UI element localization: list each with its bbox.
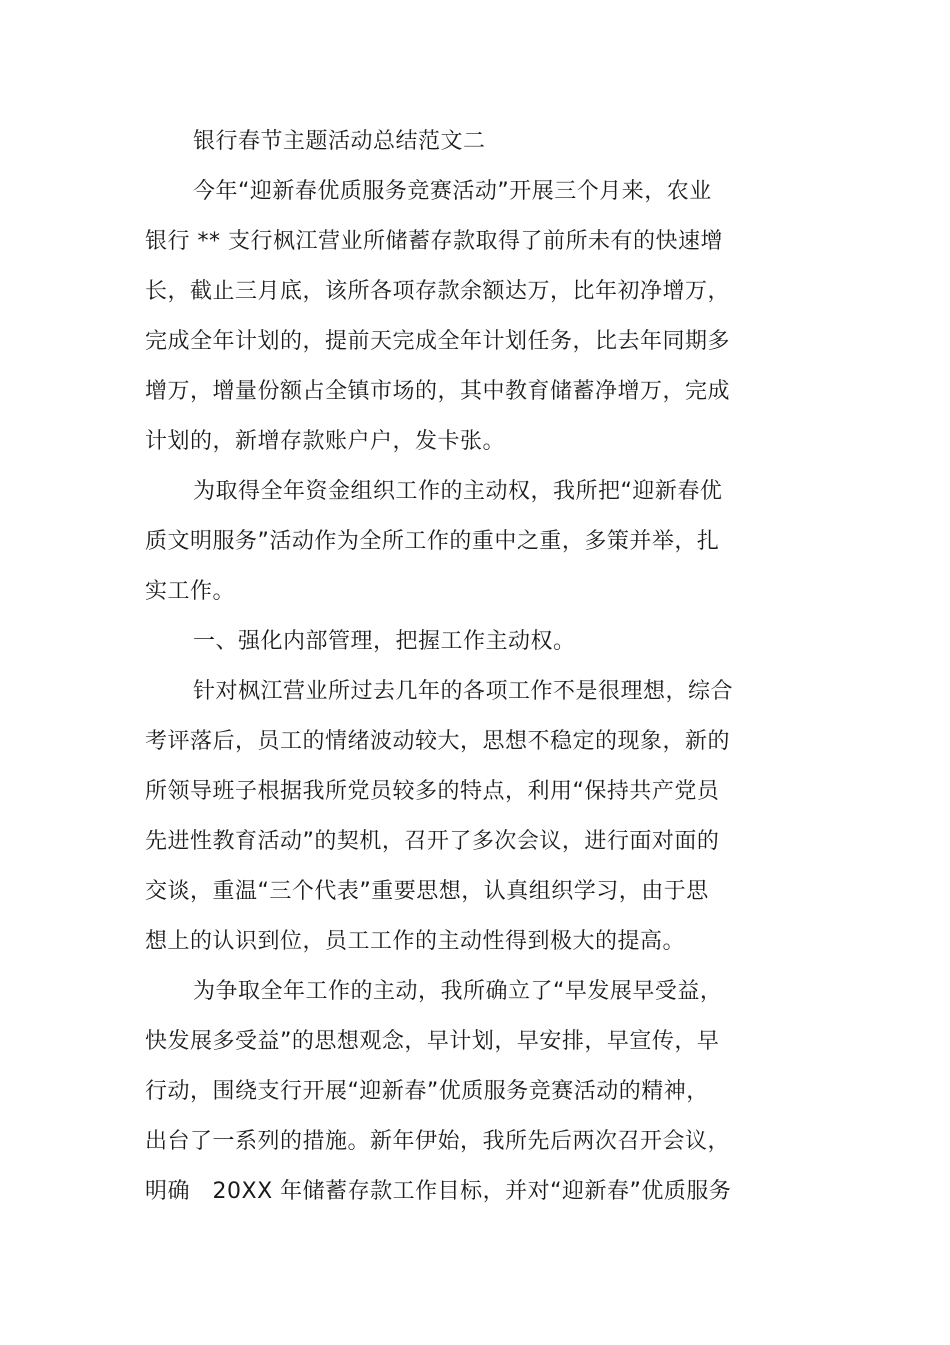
document-title: 银行春节主题活动总结范文二 [193,129,486,154]
paragraph-line: 出台了一系列的措施。新年伊始，我所先后两次召开会议， [145,1129,731,1154]
paragraph-line: 完成全年计划的，提前天完成全年计划任务，比去年同期多 [145,329,731,354]
paragraph-line: 交谈，重温“三个代表”重要思想，认真组织学习，由于思 [145,879,709,904]
paragraph-line: 所领导班子根据我所党员较多的特点，利用“保持共产党员 [145,779,720,804]
paragraph-line: 今年“迎新春优质服务竞赛活动”开展三个月来，农业 [193,179,712,204]
paragraph-line: 实工作。 [145,579,236,604]
paragraph-line: 计划的，新增存款账户户，发卡张。 [145,429,506,454]
paragraph-line: 快发展多受益”的思想观念，早计划，早安排，早宣传，早 [145,1029,720,1054]
paragraph-line: 为争取全年工作的主动，我所确立了“早发展早受益， [193,979,723,1004]
paragraph-line: 想上的认识到位，员工工作的主动性得到极大的提高。 [145,929,686,954]
paragraph-line: 为取得全年资金组织工作的主动权，我所把“迎新春优 [193,479,723,504]
section-heading: 一、强化内部管理，把握工作主动权。 [193,629,576,654]
paragraph-line: 银行 ** 支行枫江营业所储蓄存款取得了前所未有的快速增 [145,229,723,254]
paragraph-line: 行动，围绕支行开展“迎新春”优质服务竞赛活动的精神， [145,1079,709,1104]
paragraph-line: 增万，增量份额占全镇市场的，其中教育储蓄净增万，完成 [145,379,731,404]
paragraph-line: 明确 20XX 年储蓄存款工作目标，并对“迎新春”优质服务 [145,1179,732,1204]
paragraph-line: 考评落后，员工的情绪波动较大，思想不稳定的现象，新的 [145,729,731,754]
paragraph-line: 质文明服务”活动作为全所工作的重中之重，多策并举，扎 [145,529,720,554]
paragraph-line: 针对枫江营业所过去几年的各项工作不是很理想，综合 [193,679,734,704]
paragraph-line: 长，截止三月底，该所各项存款余额达万，比年初净增万， [145,279,731,304]
paragraph-line: 先进性教育活动”的契机，召开了多次会议，进行面对面的 [145,829,720,854]
